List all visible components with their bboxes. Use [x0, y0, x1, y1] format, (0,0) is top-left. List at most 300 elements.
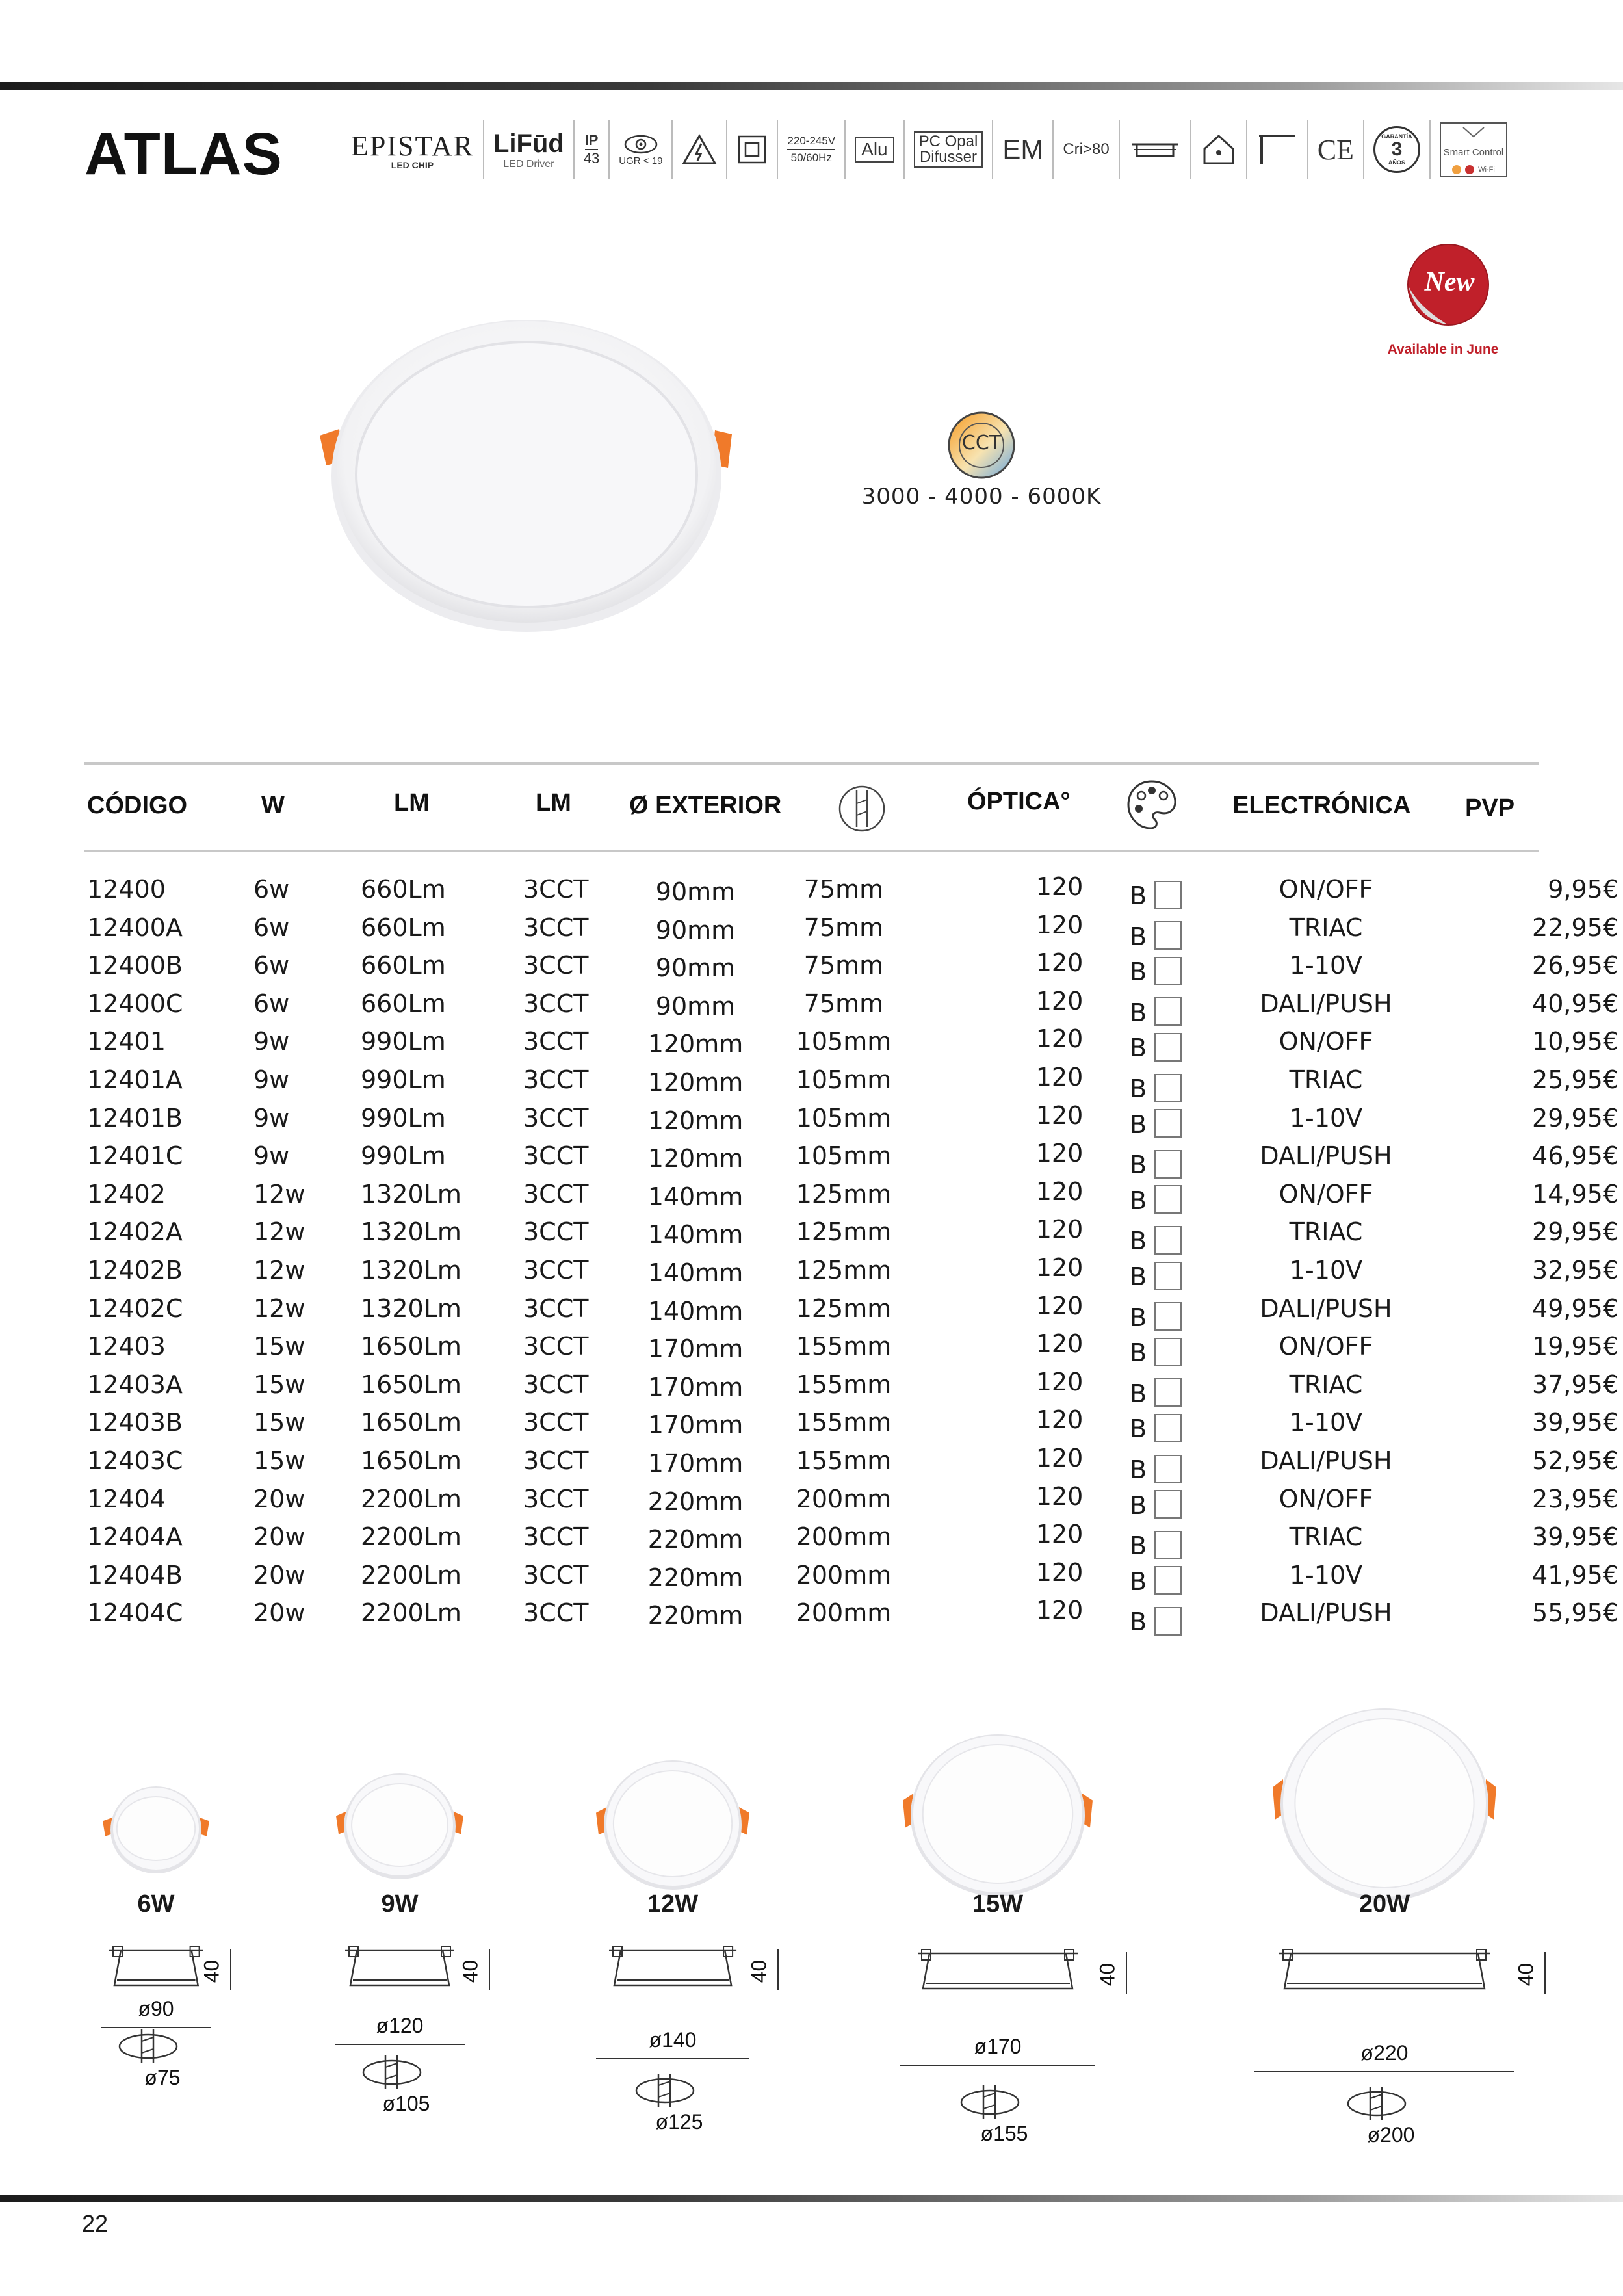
- color-swatch-box: [1154, 1414, 1182, 1442]
- variant-photo: [97, 1781, 214, 1879]
- color-code: B: [1130, 1491, 1147, 1520]
- cell-ext: 140mm: [647, 1259, 744, 1287]
- cell-ext: 170mm: [647, 1411, 744, 1440]
- cell-price: 39,95€: [1532, 1522, 1618, 1552]
- cell-optic: 120: [1035, 1405, 1084, 1435]
- cell-optic: 120: [1035, 1024, 1084, 1054]
- table-row: [84, 1139, 1618, 1180]
- cell-elec: TRIAC: [1289, 1522, 1363, 1552]
- variant-cutout-diameter: ø75: [144, 2066, 181, 2089]
- exterior-dimension-line: [335, 2044, 465, 2045]
- cell-lm: 1650Lm: [361, 1332, 461, 1361]
- header-lumens: LM: [394, 789, 430, 816]
- cell-elec: TRIAC: [1289, 1218, 1363, 1247]
- cell-cct: 3CCT: [523, 1027, 589, 1056]
- lifud-logo: LiFūd LED Driver: [484, 120, 575, 179]
- color-code: B: [1130, 1303, 1147, 1332]
- table-row: [84, 1215, 1618, 1256]
- table-row: [84, 1024, 1618, 1065]
- cell-price: 37,95€: [1532, 1370, 1618, 1399]
- table-row: [84, 1596, 1618, 1637]
- cell-cct: 3CCT: [523, 1484, 589, 1513]
- cell-lm: 990Lm: [361, 1141, 446, 1171]
- variant-profile-drawing: [1277, 1947, 1492, 2002]
- cct-temperatures: 3000 - 4000 - 6000K: [861, 484, 1102, 510]
- cell-elec: DALI/PUSH: [1260, 1446, 1392, 1475]
- cell-optic: 120: [1035, 986, 1084, 1015]
- cell-w: 6w: [253, 913, 290, 942]
- smart-control-icon: Smart Control Wi-Fi: [1431, 120, 1516, 179]
- warranty-badge: GARANTÍA 3 AÑOS: [1364, 120, 1431, 179]
- cell-code: 12402A: [87, 1218, 183, 1247]
- product-title: ATLAS: [84, 121, 283, 187]
- cutout-diameter-icon: [837, 784, 887, 836]
- cell-cct: 3CCT: [523, 1446, 589, 1475]
- cell-w: 6w: [253, 875, 290, 904]
- cell-ext: 90mm: [655, 954, 736, 983]
- ugr-eye-icon: UGR < 19: [610, 120, 673, 179]
- cell-color: [1130, 1110, 1182, 1141]
- cell-code: 12401: [87, 1027, 166, 1056]
- cell-color: [1130, 1415, 1182, 1445]
- cell-code: 12400B: [87, 951, 183, 980]
- cell-ext: 220mm: [647, 1563, 744, 1592]
- variant-cutout-diameter: ø200: [1367, 2123, 1415, 2146]
- color-code: B: [1130, 1455, 1147, 1484]
- cell-cct: 3CCT: [523, 1408, 589, 1437]
- table-row: [84, 1405, 1618, 1446]
- cell-elec: DALI/PUSH: [1260, 989, 1392, 1018]
- cell-cut: 155mm: [796, 1332, 892, 1361]
- cell-optic: 120: [1035, 1481, 1084, 1511]
- color-swatch-box: [1154, 1074, 1182, 1102]
- cell-code: 12401A: [87, 1065, 183, 1094]
- variant-exterior-diameter: ø120: [376, 2014, 424, 2037]
- height-dimension-line: [1126, 1952, 1127, 1994]
- variant-profile-drawing: [606, 1944, 739, 1998]
- cct-icon: CCT: [946, 410, 1017, 481]
- cell-cut: 125mm: [796, 1218, 892, 1247]
- cell-code: 12403: [87, 1332, 166, 1361]
- cell-optic: 120: [1035, 1291, 1084, 1320]
- main-product-image: [305, 312, 747, 650]
- table-row: [84, 1520, 1618, 1561]
- variant-exterior-diameter: ø140: [649, 2028, 697, 2052]
- cell-ext: 220mm: [647, 1601, 744, 1630]
- variant-watt-label: 9W: [381, 1890, 419, 1918]
- color-code: B: [1130, 1532, 1147, 1561]
- cell-color: [1130, 1227, 1182, 1257]
- cell-cct: 3CCT: [523, 1103, 589, 1132]
- cell-cut: 105mm: [796, 1065, 892, 1094]
- ce-mark: CE: [1308, 120, 1364, 179]
- variant-photo: [591, 1755, 755, 1895]
- cell-price: 39,95€: [1532, 1408, 1618, 1437]
- cell-cct: 3CCT: [523, 1598, 589, 1628]
- cell-optic: 120: [1035, 1367, 1084, 1396]
- cell-ext: 170mm: [647, 1449, 744, 1478]
- variant-watt-label: 20W: [1358, 1890, 1410, 1918]
- recessed-mount-icon: [1120, 120, 1191, 179]
- cell-cct: 3CCT: [523, 1065, 589, 1094]
- cell-lm: 2200Lm: [361, 1522, 461, 1552]
- cell-cut: 200mm: [796, 1598, 892, 1628]
- cutout-icon: [361, 2053, 423, 2094]
- variant-watt-label: 6W: [137, 1890, 175, 1918]
- electric-shock-icon: [673, 120, 727, 179]
- cell-w: 9w: [253, 1027, 290, 1056]
- cell-elec: ON/OFF: [1279, 1332, 1373, 1361]
- cell-optic: 120: [1035, 1177, 1084, 1206]
- cell-cut: 155mm: [796, 1446, 892, 1475]
- cell-price: 29,95€: [1532, 1218, 1618, 1247]
- table-row: [84, 1177, 1618, 1218]
- exterior-dimension-line: [900, 2065, 1095, 2066]
- variant-watt-label: 15W: [972, 1890, 1024, 1918]
- cell-cct: 3CCT: [523, 951, 589, 980]
- cell-w: 9w: [253, 1141, 290, 1171]
- cell-w: 12w: [253, 1294, 305, 1323]
- color-swatch-box: [1154, 881, 1182, 909]
- variant-cutout-diameter: ø125: [655, 2110, 703, 2133]
- color-code: B: [1130, 1567, 1147, 1596]
- cell-cct: 3CCT: [523, 1522, 589, 1552]
- cell-elec: 1-10V: [1289, 951, 1363, 980]
- exterior-dimension-line: [1254, 2071, 1514, 2072]
- cell-ext: 220mm: [647, 1525, 744, 1554]
- cell-code: 12403A: [87, 1370, 183, 1399]
- cell-code: 12402: [87, 1179, 166, 1208]
- color-code: B: [1130, 1151, 1147, 1180]
- color-swatch-box: [1154, 1302, 1182, 1331]
- color-swatch-box: [1154, 1109, 1182, 1138]
- cell-w: 12w: [253, 1256, 305, 1285]
- cell-w: 20w: [253, 1522, 305, 1552]
- color-code: B: [1130, 1608, 1147, 1637]
- cell-cct: 3CCT: [523, 1179, 589, 1208]
- variant-cutout-diameter: ø105: [382, 2092, 430, 2115]
- cell-code: 12403B: [87, 1408, 183, 1437]
- color-code: B: [1130, 1034, 1147, 1063]
- cell-cct: 3CCT: [523, 875, 589, 904]
- cell-color: [1130, 1075, 1182, 1105]
- cell-optic: 120: [1035, 1596, 1084, 1625]
- variant-height-label: 40: [1514, 1963, 1538, 1987]
- cutout-icon: [117, 2027, 179, 2068]
- table-top-rule: [84, 762, 1539, 765]
- exterior-dimension-line: [596, 2058, 749, 2059]
- cell-w: 9w: [253, 1065, 290, 1094]
- cell-optic: 120: [1035, 1063, 1084, 1091]
- cell-ext: 120mm: [647, 1106, 744, 1135]
- cell-optic: 120: [1035, 1558, 1084, 1587]
- table-row: [84, 1063, 1618, 1103]
- cell-lm: 1320Lm: [361, 1179, 461, 1208]
- cell-lm: 990Lm: [361, 1103, 446, 1132]
- cell-optic: 120: [1035, 872, 1084, 901]
- color-swatch-box: [1154, 997, 1182, 1026]
- cell-lm: 1320Lm: [361, 1294, 461, 1323]
- header-lumens-2: LM: [536, 789, 571, 816]
- cell-cut: 105mm: [796, 1103, 892, 1132]
- top-divider-bar: [0, 82, 1623, 90]
- cell-w: 15w: [253, 1332, 305, 1361]
- cell-lm: 660Lm: [361, 875, 446, 904]
- cell-code: 12403C: [87, 1446, 183, 1475]
- cutout-icon: [1345, 2084, 1408, 2126]
- color-code: B: [1130, 1338, 1147, 1368]
- color-code: B: [1130, 1379, 1147, 1408]
- cell-cut: 75mm: [803, 875, 884, 904]
- variant-photo: [331, 1768, 469, 1885]
- variant-height-label: 40: [1095, 1963, 1119, 1987]
- color-palette-icon: [1124, 777, 1179, 835]
- height-dimension-line: [1544, 1952, 1546, 1994]
- cell-color: [1130, 958, 1182, 988]
- cell-color: [1130, 1303, 1182, 1334]
- color-code: B: [1130, 881, 1147, 910]
- header-watt: W: [261, 792, 285, 819]
- cell-code: 12404C: [87, 1598, 183, 1628]
- cell-cut: 75mm: [803, 913, 884, 942]
- cell-w: 12w: [253, 1179, 305, 1208]
- cutout-icon: [634, 2071, 696, 2113]
- cell-code: 12404: [87, 1484, 166, 1513]
- table-row: [84, 1291, 1618, 1332]
- table-row: [84, 1329, 1618, 1370]
- cell-price: 32,95€: [1532, 1256, 1618, 1285]
- header-electronics: ELECTRÓNICA: [1232, 792, 1411, 819]
- table-row: [84, 1558, 1618, 1598]
- cell-color: [1130, 1608, 1182, 1638]
- cell-w: 15w: [253, 1370, 305, 1399]
- color-swatch-box: [1154, 1378, 1182, 1407]
- cell-elec: 1-10V: [1289, 1103, 1363, 1132]
- cell-code: 12400A: [87, 913, 183, 942]
- table-header-rule: [84, 850, 1539, 852]
- cell-elec: ON/OFF: [1279, 875, 1373, 904]
- table-row: [84, 872, 1618, 913]
- cell-elec: DALI/PUSH: [1260, 1598, 1392, 1628]
- cell-lm: 1650Lm: [361, 1408, 461, 1437]
- cell-code: 12404A: [87, 1522, 183, 1552]
- cell-lm: 1320Lm: [361, 1256, 461, 1285]
- cell-cut: 200mm: [796, 1522, 892, 1552]
- voltage-spec: 220-245V 50/60Hz: [778, 120, 846, 179]
- ceiling-mount-icon: [1247, 120, 1308, 179]
- cell-color: [1130, 1338, 1182, 1369]
- cell-color: [1130, 1262, 1182, 1293]
- cell-price: 55,95€: [1532, 1598, 1618, 1628]
- table-row: [84, 910, 1618, 951]
- cell-ext: 90mm: [655, 991, 736, 1021]
- cell-cut: 125mm: [796, 1256, 892, 1285]
- feature-icon-strip: [351, 117, 1516, 182]
- cell-cct: 3CCT: [523, 1218, 589, 1247]
- cell-cut: 155mm: [796, 1370, 892, 1399]
- color-code: B: [1130, 1186, 1147, 1215]
- cell-elec: ON/OFF: [1279, 1027, 1373, 1056]
- cell-color: [1130, 1034, 1182, 1064]
- cell-cct: 3CCT: [523, 1560, 589, 1589]
- cell-elec: 1-10V: [1289, 1408, 1363, 1437]
- height-dimension-line: [489, 1949, 490, 1990]
- cell-cct: 3CCT: [523, 1256, 589, 1285]
- cell-optic: 120: [1035, 1329, 1084, 1359]
- variant-exterior-diameter: ø90: [138, 1997, 174, 2020]
- header-exterior: Ø EXTERIOR: [629, 792, 782, 819]
- cell-lm: 2200Lm: [361, 1560, 461, 1589]
- cri-spec: Cri>80: [1054, 120, 1119, 179]
- color-swatch-box: [1154, 1185, 1182, 1214]
- variant-photo: [1267, 1703, 1501, 1906]
- variant-photo: [898, 1729, 1098, 1901]
- color-code: B: [1130, 1110, 1147, 1139]
- color-code: B: [1130, 1075, 1147, 1103]
- cell-cut: 125mm: [796, 1294, 892, 1323]
- cell-price: 23,95€: [1532, 1484, 1618, 1513]
- cell-elec: ON/OFF: [1279, 1484, 1373, 1513]
- ip-rating: IP 43: [575, 120, 610, 179]
- cell-ext: 120mm: [647, 1068, 744, 1097]
- cell-color: [1130, 1532, 1182, 1562]
- variant-exterior-diameter: ø170: [974, 2035, 1022, 2058]
- variant-profile-drawing: [107, 1944, 206, 1998]
- cell-optic: 120: [1035, 948, 1084, 978]
- diffuser-spec: PC Opal Difusser: [905, 120, 994, 179]
- cell-w: 6w: [253, 989, 290, 1018]
- material-alu: Alu: [846, 120, 904, 179]
- cell-price: 40,95€: [1532, 989, 1618, 1018]
- cell-cut: 200mm: [796, 1484, 892, 1513]
- cell-color: [1130, 1455, 1182, 1486]
- color-code: B: [1130, 1227, 1147, 1256]
- emergency-em: EM: [993, 120, 1054, 179]
- cell-price: 9,95€: [1548, 875, 1618, 904]
- cell-cut: 75mm: [803, 951, 884, 980]
- cell-cut: 75mm: [803, 989, 884, 1018]
- bottom-divider-bar: [0, 2195, 1623, 2202]
- table-row: [84, 1367, 1618, 1408]
- color-swatch-box: [1154, 1226, 1182, 1255]
- cell-elec: ON/OFF: [1279, 1179, 1373, 1208]
- cell-color: [1130, 1567, 1182, 1598]
- cell-elec: DALI/PUSH: [1260, 1141, 1392, 1171]
- cell-w: 15w: [253, 1446, 305, 1475]
- cell-lm: 2200Lm: [361, 1484, 461, 1513]
- color-code: B: [1130, 998, 1147, 1027]
- cell-cut: 155mm: [796, 1408, 892, 1437]
- cell-elec: 1-10V: [1289, 1560, 1363, 1589]
- cell-ext: 120mm: [647, 1144, 744, 1173]
- cell-lm: 660Lm: [361, 913, 446, 942]
- cell-price: 10,95€: [1532, 1027, 1618, 1056]
- cell-lm: 660Lm: [361, 951, 446, 980]
- cell-w: 20w: [253, 1484, 305, 1513]
- cell-elec: DALI/PUSH: [1260, 1294, 1392, 1323]
- cell-optic: 120: [1035, 1520, 1084, 1549]
- cell-w: 6w: [253, 951, 290, 980]
- cell-cct: 3CCT: [523, 913, 589, 942]
- cell-w: 12w: [253, 1218, 305, 1247]
- header-optic: ÓPTICA°: [967, 788, 1071, 815]
- cell-cct: 3CCT: [523, 1332, 589, 1361]
- cell-lm: 1650Lm: [361, 1370, 461, 1399]
- cct-block: [838, 410, 1124, 510]
- variant-profile-drawing: [343, 1944, 457, 1998]
- cell-ext: 170mm: [647, 1372, 744, 1402]
- cell-cut: 105mm: [796, 1027, 892, 1056]
- cell-price: 14,95€: [1532, 1179, 1618, 1208]
- variant-watt-label: 12W: [647, 1890, 699, 1918]
- cell-color: [1130, 1379, 1182, 1410]
- cell-color: [1130, 1151, 1182, 1181]
- cell-code: 12404B: [87, 1560, 183, 1589]
- color-code: B: [1130, 958, 1147, 987]
- color-code: B: [1130, 1415, 1147, 1444]
- variant-height-label: 40: [200, 1959, 224, 1983]
- class-ii-insulation-icon: [727, 120, 778, 179]
- header-price: PVP: [1465, 794, 1515, 822]
- cell-price: 46,95€: [1532, 1141, 1618, 1171]
- color-swatch-box: [1154, 1150, 1182, 1179]
- variant-profile-drawing: [915, 1947, 1080, 2002]
- cell-price: 19,95€: [1532, 1332, 1618, 1361]
- cell-elec: TRIAC: [1289, 1370, 1363, 1399]
- table-row: [84, 1253, 1618, 1294]
- cell-cct: 3CCT: [523, 1370, 589, 1399]
- cell-ext: 140mm: [647, 1220, 744, 1249]
- cell-ext: 120mm: [647, 1030, 744, 1059]
- cell-cct: 3CCT: [523, 989, 589, 1018]
- cell-ext: 140mm: [647, 1296, 744, 1325]
- cell-ext: 90mm: [655, 915, 736, 945]
- page-number: 22: [82, 2210, 109, 2237]
- color-swatch-box: [1154, 1262, 1182, 1290]
- cell-code: 12400: [87, 875, 166, 904]
- cell-w: 20w: [253, 1560, 305, 1589]
- color-swatch-box: [1154, 1566, 1182, 1595]
- cell-lm: 990Lm: [361, 1027, 446, 1056]
- new-badge-label: New: [1424, 267, 1475, 297]
- color-swatch-box: [1154, 1531, 1182, 1559]
- cell-optic: 120: [1035, 1253, 1084, 1282]
- cell-code: 12401B: [87, 1103, 183, 1132]
- variant-height-label: 40: [458, 1959, 482, 1983]
- variant-cutout-diameter: ø155: [980, 2122, 1028, 2145]
- cell-ext: 140mm: [647, 1182, 744, 1211]
- cell-color: [1130, 1491, 1182, 1522]
- color-swatch-box: [1154, 957, 1182, 985]
- indoor-use-icon: [1191, 120, 1247, 179]
- availability-text: Available in June: [1387, 342, 1499, 357]
- cell-elec: TRIAC: [1289, 1065, 1363, 1094]
- cell-color: [1130, 922, 1182, 953]
- cell-cut: 200mm: [796, 1560, 892, 1589]
- cell-code: 12400C: [87, 989, 183, 1018]
- color-swatch-box: [1154, 1490, 1182, 1519]
- cell-color: [1130, 1186, 1182, 1217]
- cell-elec: TRIAC: [1289, 913, 1363, 942]
- color-swatch-box: [1154, 1033, 1182, 1062]
- table-row: [84, 1101, 1618, 1141]
- cell-lm: 1650Lm: [361, 1446, 461, 1475]
- cell-color: [1130, 881, 1182, 912]
- cell-optic: 120: [1035, 1215, 1084, 1244]
- header-code: CÓDIGO: [87, 792, 188, 819]
- cell-price: 49,95€: [1532, 1294, 1618, 1323]
- cell-lm: 2200Lm: [361, 1598, 461, 1628]
